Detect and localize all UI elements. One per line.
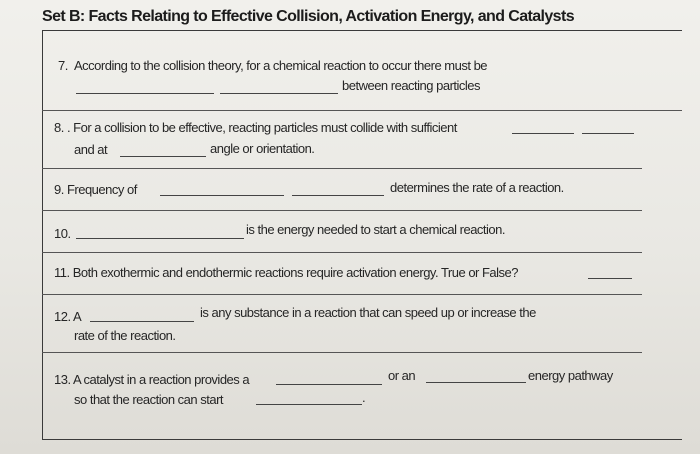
divider — [42, 352, 642, 353]
divider — [42, 168, 642, 169]
q8-blank-3[interactable] — [120, 156, 206, 157]
q12-blank[interactable] — [90, 321, 194, 322]
q11-blank[interactable] — [588, 278, 632, 279]
q12-line2: rate of the reaction. — [74, 328, 176, 343]
q8-line1: 8. . For a collision to be effective, reacting particles must collide with sufficient — [54, 120, 457, 135]
q13-line2-end: . — [362, 390, 366, 405]
q9-blank-2[interactable] — [292, 195, 384, 196]
page-title: Set B: Facts Relating to Effective Collision, Activation Energy, and Catalysts — [42, 8, 574, 25]
q7-blank-1[interactable] — [76, 93, 214, 94]
q7-blank-2[interactable] — [220, 93, 338, 94]
q8-line2-start: and at — [74, 142, 108, 157]
q11-text: 11. Both exothermic and endothermic reactions require activation energy. True or False? — [54, 265, 519, 280]
q13-start: 13. A catalyst in a reaction provides a — [54, 372, 250, 387]
q13-mid: or an — [388, 368, 416, 383]
q13-end: energy pathway — [528, 368, 613, 383]
divider — [42, 210, 642, 211]
q7-line1: According to the collision theory, for a chemical reaction to occur there must be — [74, 58, 488, 73]
q13-blank-3[interactable] — [256, 404, 362, 405]
q12-start: 12. A — [54, 309, 82, 324]
q9-start: 9. Frequency of — [54, 182, 137, 197]
q13-blank-2[interactable] — [426, 382, 526, 383]
q13-line2-start: so that the reaction can start — [74, 392, 224, 407]
q13-blank-1[interactable] — [276, 384, 382, 385]
q7-line2-end: between reacting particles — [342, 78, 481, 93]
q10-number: 10. — [54, 226, 71, 241]
divider — [42, 110, 682, 111]
q9-end: determines the rate of a reaction. — [390, 180, 564, 195]
q9-blank-1[interactable] — [160, 195, 284, 196]
divider — [42, 252, 642, 253]
q7-number: 7. — [58, 58, 68, 73]
q8-line2-end: angle or orientation. — [210, 141, 315, 156]
q10-blank[interactable] — [76, 238, 244, 239]
q10-end: is the energy needed to start a chemical reaction. — [246, 222, 505, 237]
q12-end: is any substance in a reaction that can speed up or increase the — [200, 305, 536, 320]
divider — [42, 294, 642, 295]
q8-blank-2[interactable] — [582, 133, 634, 134]
q8-blank-1[interactable] — [512, 133, 574, 134]
